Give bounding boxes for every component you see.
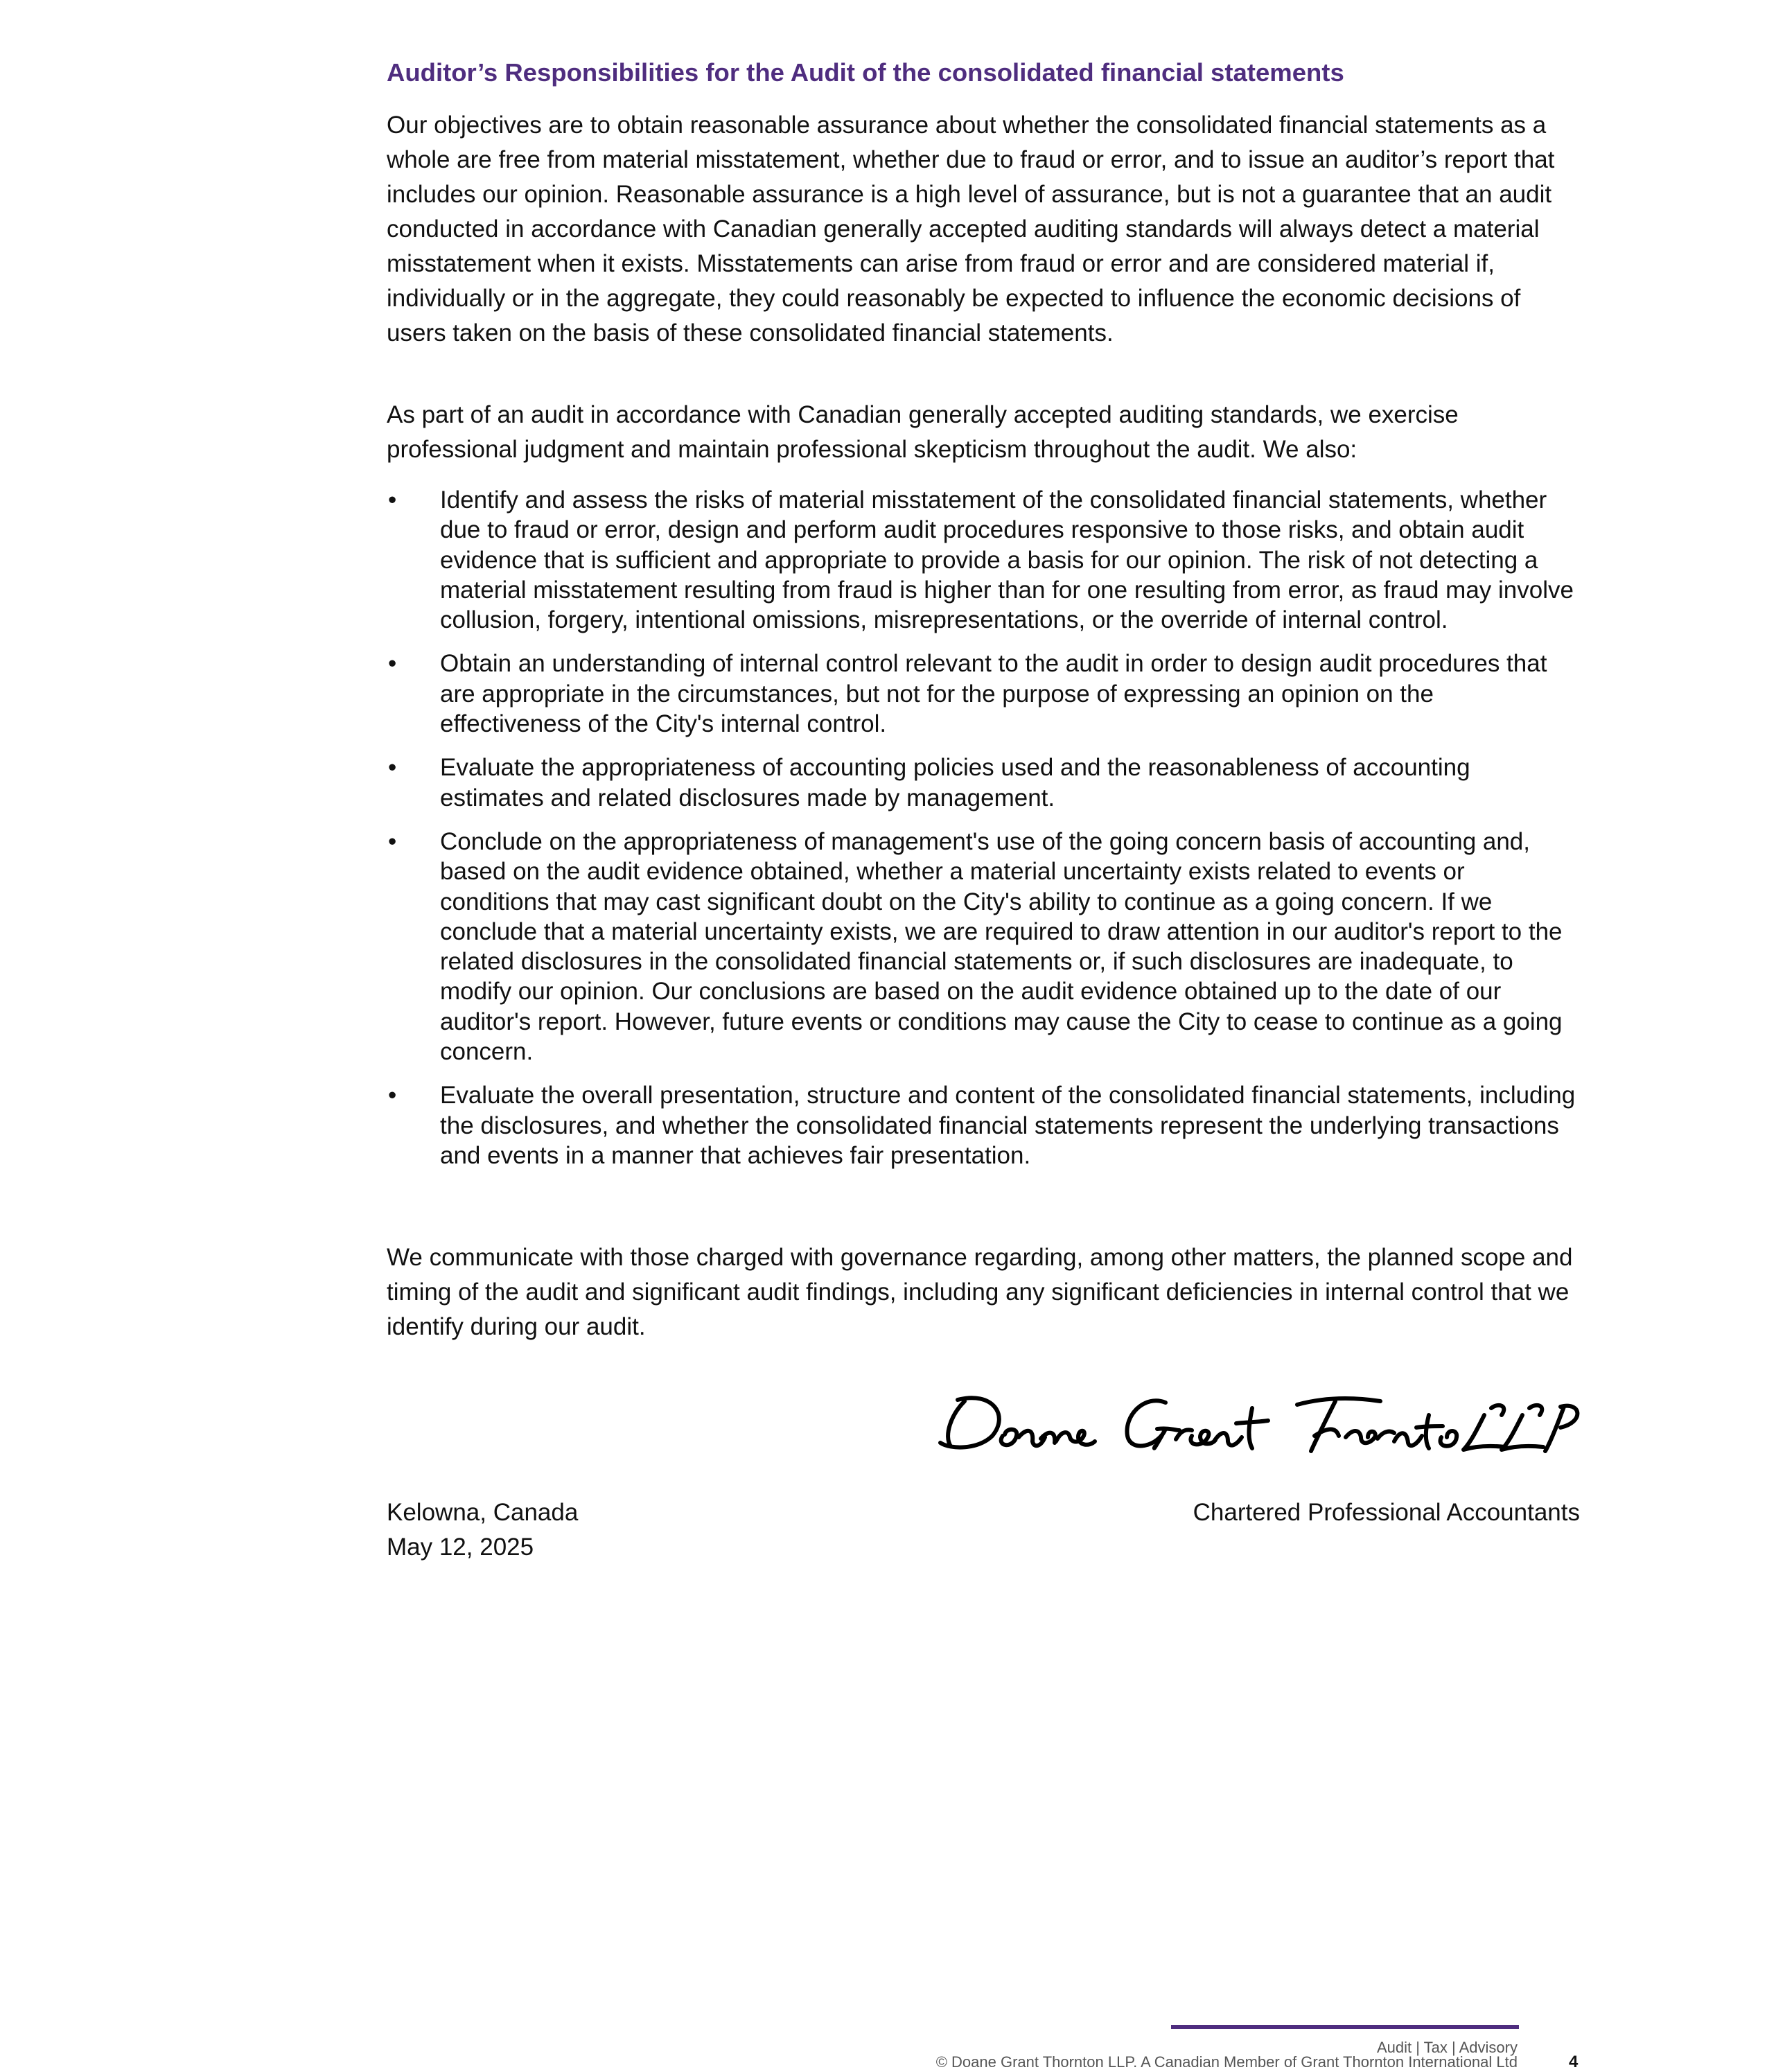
list-item-text: Obtain an understanding of internal control relevant to the audit in order to design audit procedures that are appropriate in the circumstances, but not for the purpose of expressing an opinion on the effectiveness of the City's internal control.	[440, 650, 1547, 738]
signoff-date: May 12, 2025	[387, 1534, 534, 1561]
bullet-icon: •	[388, 1082, 397, 1109]
list-item	[387, 753, 1579, 813]
list-item	[387, 485, 1579, 635]
audit-approach-paragraph: As part of an audit in accordance with Canadian generally accepted auditing standards, we exercise professional judgment and maintain professional skepticism throughout the audit. We also:	[387, 401, 1459, 463]
signoff-place: Kelowna, Canada	[387, 1499, 579, 1526]
bullet-icon: •	[388, 486, 397, 513]
list-item-text: Identify and assess the risks of material misstatement of the consolidated financial statements, whether due to fraud or error, design and perform audit procedures responsive to those risks, and obtain audit evidence that is sufficient and appropriate to provide a basis for our opinion. The risk of not detecting a material misstatement resulting from fraud is higher than for one resulting from error, as fraud may involve collusion, forgery, intentional omissions, misrepresentations, or the override of internal control.	[440, 486, 1574, 634]
governance-paragraph: We communicate with those charged with governance regarding, among other matters, the planned scope and timing of the audit and significant audit findings, including any significant deficiencies in internal control that we identify during our audit.	[387, 1244, 1573, 1340]
list-item	[387, 649, 1579, 739]
handwritten-signature	[937, 1387, 1581, 1457]
bullet-icon: •	[388, 827, 397, 855]
list-item	[387, 1080, 1579, 1170]
list-item	[387, 827, 1579, 1066]
bullet-icon: •	[388, 754, 397, 782]
signoff-title: Chartered Professional Accountants	[1193, 1499, 1580, 1526]
list-item-text: Conclude on the appropriateness of management's use of the going concern basis of accounting and, based on the audit evidence obtained, whether a material uncertainty exists related to events or conditions that may cast significant doubt on the City's ability to continue as a going concern. If we conclude that a material uncertainty exists, we are required to draw attention in our auditor's report to the related disclosures in the consolidated financial statements or, if such disclosures are inadequate, to modify our opinion. Our conclusions are based on the audit evidence obtained up to the date of our auditor's report. However, future events or conditions may cause the City to cease to continue as a going concern.	[440, 827, 1563, 1066]
objectives-paragraph: Our objectives are to obtain reasonable assurance about whether the consolidated financial statements as a whole are free from material misstatement, whether due to fraud or error, and to issue an auditor’s report that includes our opinion. Reasonable assurance is a high level of assurance, but is not a guarantee that an audit conducted in accordance with Canadian generally accepted auditing standards will always detect a material misstatement when it exists. Misstatements can arise from fraud or error and are considered material if, individually or in the aggregate, they could reasonably be expected to influence the economic decisions of users taken on the basis of these consolidated financial statements.	[387, 112, 1555, 346]
list-item-text: Evaluate the appropriateness of accounting policies used and the reasonableness of accounting estimates and related disclosures made by management.	[440, 754, 1470, 811]
bullet-icon: •	[388, 650, 397, 678]
footer-services: Audit | Tax | Advisory	[1376, 2039, 1518, 2056]
page-number: 4	[1569, 2053, 1579, 2071]
footer-divider	[1171, 2025, 1519, 2029]
section-heading: Auditor’s Responsibilities for the Audit of the consolidated financial statements	[387, 58, 1344, 87]
footer-copyright: © Doane Grant Thornton LLP. A Canadian Member of Grant Thornton International Ltd	[935, 2053, 1518, 2071]
list-item-text: Evaluate the overall presentation, structure and content of the consolidated financial statements, including the disclosures, and whether the consolidated financial statements represent the underlying transactions and events in a manner that achieves fair presentation.	[440, 1082, 1576, 1169]
responsibilities-list	[387, 485, 1579, 1184]
